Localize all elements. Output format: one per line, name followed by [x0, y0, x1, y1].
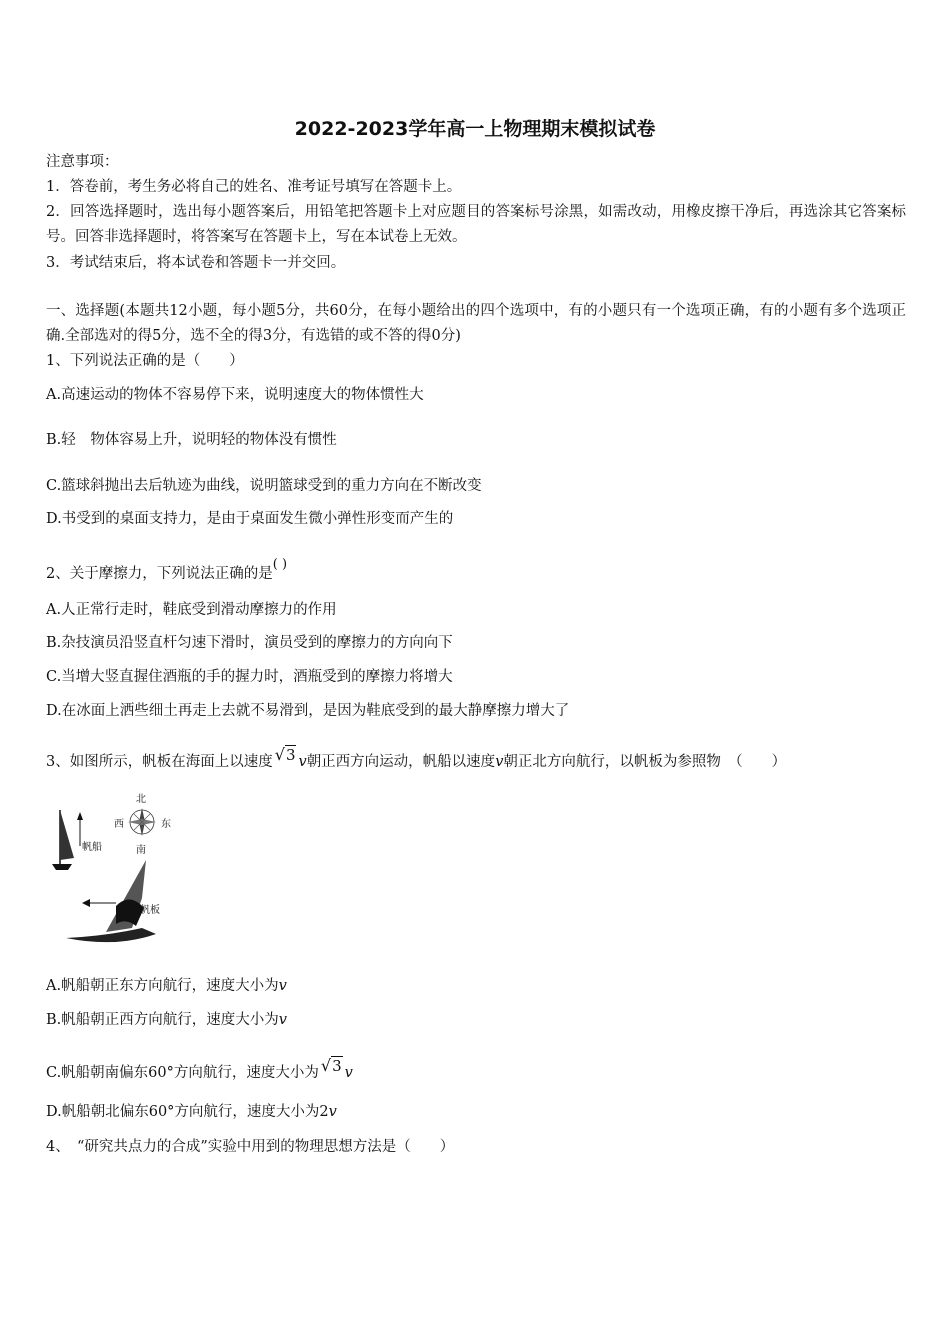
q3-option-c: C.帆船朝南偏东60°方向航行，速度大小为 √3 v	[46, 1056, 353, 1081]
var-v: v	[495, 754, 504, 770]
var-v: v	[278, 978, 287, 994]
label-south: 南	[136, 845, 146, 856]
q3-option-a: A.帆船朝正东方向航行，速度大小为v	[46, 978, 287, 994]
q2-option-a: A.人正常行走时，鞋底受到滑动摩擦力的作用	[46, 602, 337, 618]
q2-stem-text: 2、关于摩擦力，下列说法正确的是	[46, 566, 273, 582]
var-v: v	[298, 754, 307, 770]
q1-option-a: A.高速运动的物体不容易停下来，说明速度大的物体惯性大	[46, 387, 424, 403]
sqrt-symbol: √3	[320, 1056, 342, 1075]
q3-stem	[46, 745, 786, 772]
q2-option-b: B.杂技演员沿竖直杆匀速下滑时，演员受到的摩擦力的方向向下	[46, 635, 453, 651]
page-title: 2022-2023学年高一上物理期末模拟试卷	[294, 118, 656, 140]
label-board: 帆板	[140, 905, 160, 916]
q1-option-c: C.篮球斜抛出去后轨迹为曲线，说明篮球受到的重力方向在不断改变	[46, 478, 482, 494]
q2-option-c: C.当增大竖直握住酒瓶的手的握力时，酒瓶受到的摩擦力将增大	[46, 669, 453, 685]
label-west: 西	[114, 819, 124, 830]
var-v: v	[344, 1065, 353, 1081]
label-north: 北	[136, 794, 146, 805]
q3-stem-a: 3、如图所示，帆板在海面上以速度	[46, 754, 273, 770]
sailing-figure	[46, 788, 196, 948]
q3-option-b: B.帆船朝正西方向航行，速度大小为v	[46, 1012, 287, 1028]
q2-stem	[46, 555, 287, 584]
notice-heading: 注意事项：	[46, 154, 119, 170]
q1-option-b: B.轻 物体容易上升，说明轻的物体没有惯性	[46, 432, 337, 448]
q2-paren: ( )	[272, 557, 288, 572]
q3-stem-c: 朝正北方向航行，以帆板为参照物 （ ）	[503, 754, 787, 770]
notice-item-2: 2．回答选择题时，选出每小题答案后，用铅笔把答题卡上对应题目的答案标号涂黑，如需改动，用橡皮擦干净后，再选涂其它答案标号。回答非选择题时，将答案写在答题卡上，写在本试卷上无效。	[46, 204, 906, 245]
q3-option-d: D.帆船朝北偏东60°方向航行，速度大小为2v	[46, 1104, 337, 1120]
sailboat-shape	[52, 810, 83, 870]
var-v: v	[328, 1104, 337, 1120]
compass-shape	[128, 808, 156, 836]
notice-item-1: 1．答卷前，考生务必将自己的姓名、准考证号填写在答题卡上。	[46, 179, 462, 195]
q1-option-d: D.书受到的桌面支持力，是由于桌面发生微小弹性形变而产生的	[46, 511, 454, 527]
label-east: 东	[161, 819, 171, 830]
notice-item-3: 3．考试结束后，将本试卷和答题卡一并交回。	[46, 255, 346, 271]
q2-option-d: D.在冰面上洒些细土再走上去就不易滑到，是因为鞋底受到的最大静摩擦力增大了	[46, 703, 570, 719]
q4-stem: 4、 “研究共点力的合成”实验中用到的物理思想方法是（ ）	[46, 1139, 455, 1155]
var-v: v	[278, 1012, 287, 1028]
q1-stem: 1、下列说法正确的是（ ）	[46, 353, 244, 369]
label-boat: 帆船	[82, 842, 102, 853]
sailing-diagram	[46, 788, 196, 948]
section-heading: 一、选择题(本题共12小题，每小题5分，共60分，在每小题给出的四个选项中，有的小题只有一个选项正确，有的小题有多个选项正确.全部选对的得5分，选不全的得3分，有选错的或不答的得0分)	[46, 303, 906, 344]
sqrt-symbol: √3	[274, 745, 296, 764]
q3-stem-b: 朝正西方向运动，帆船以速度	[306, 754, 496, 770]
